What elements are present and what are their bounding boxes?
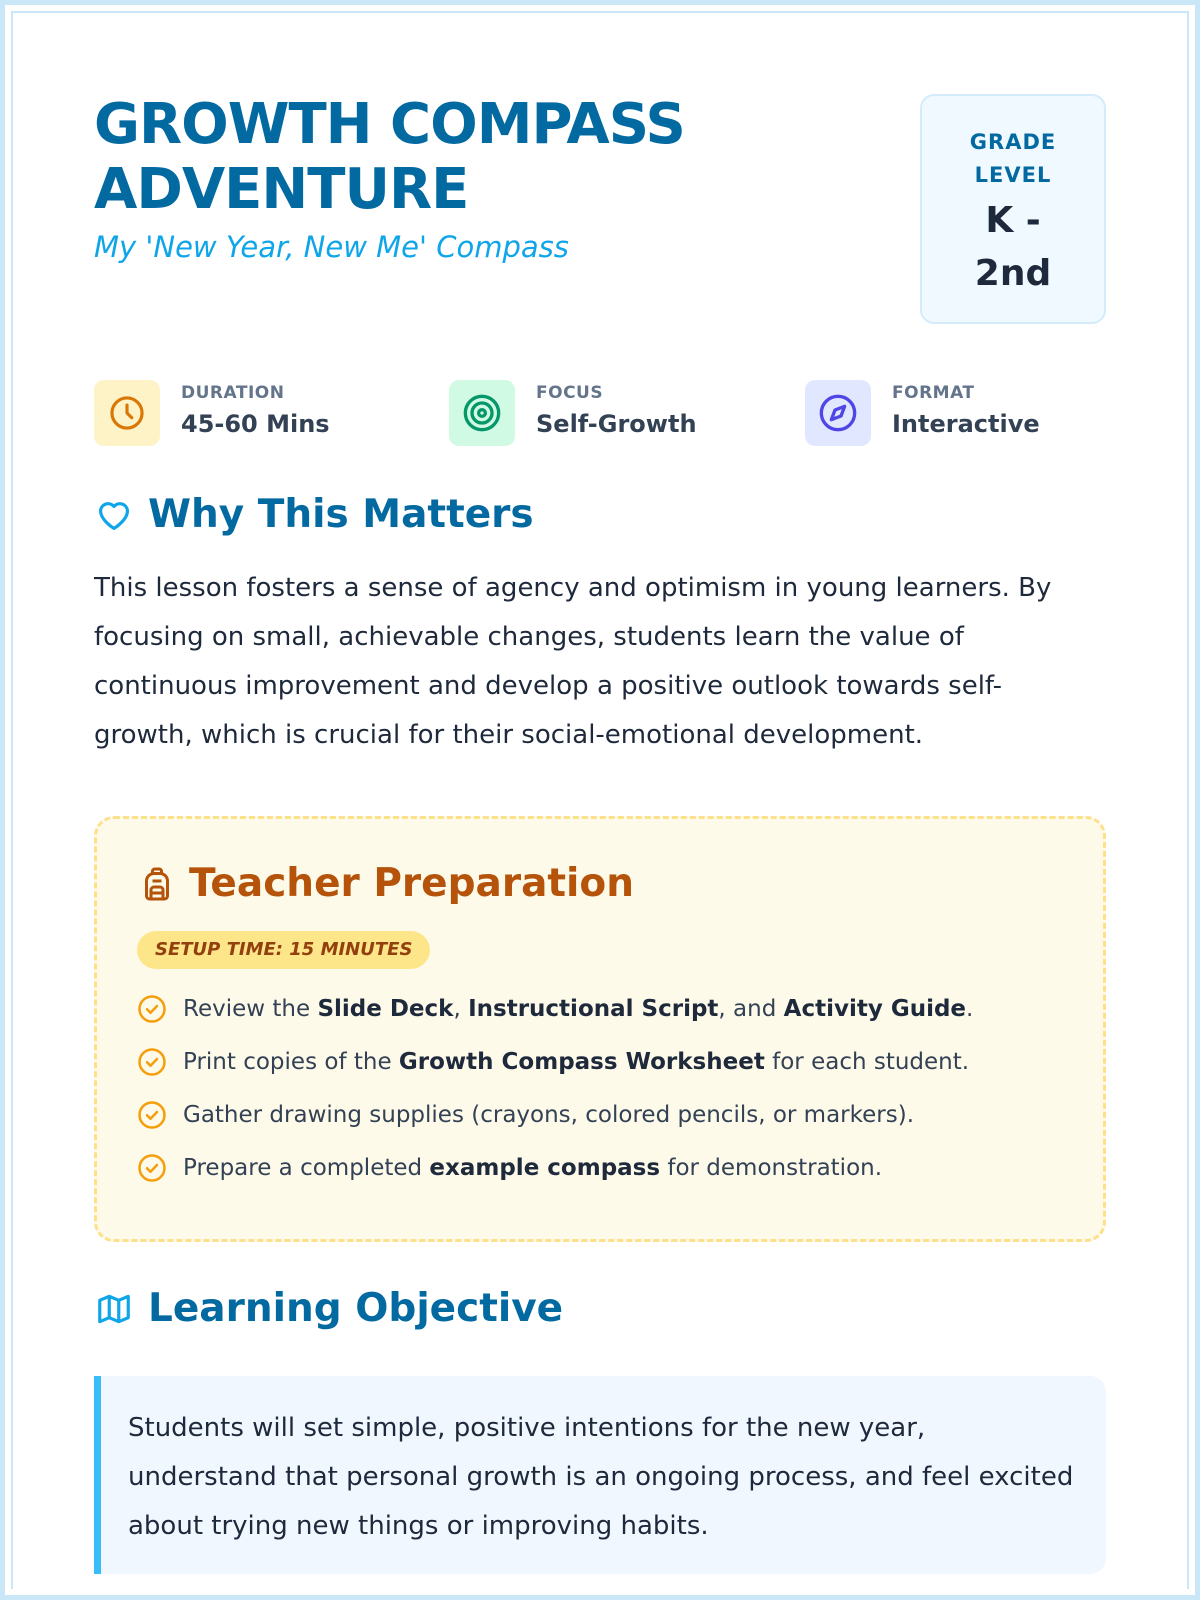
- prep-item-bold: Activity Guide: [783, 996, 967, 1022]
- meta-focus-label: FOCUS: [536, 383, 604, 403]
- prep-item-bold: Growth Compass Worksheet: [398, 1049, 765, 1075]
- grade-level-card: [920, 94, 1106, 324]
- meta-duration-value: 45-60 Mins: [181, 410, 330, 438]
- lesson-title: GROWTH COMPASS ADVENTURE: [94, 92, 685, 222]
- prep-item-text: Prepare a completed: [183, 1155, 430, 1181]
- target-icon: [449, 380, 515, 446]
- heart-icon: [94, 495, 134, 535]
- setup-time-badge: SETUP TIME: 15 MINUTES: [137, 931, 430, 969]
- map-icon: [94, 1289, 134, 1329]
- lesson-meta-row: [94, 380, 1106, 448]
- lesson-header: [94, 92, 1106, 332]
- prep-item: [137, 1150, 973, 1203]
- teacher-preparation-card: [94, 816, 1106, 1242]
- prep-item-text: Print copies of the: [183, 1049, 399, 1075]
- objective-callout: [94, 1376, 1106, 1574]
- prep-item: [137, 1097, 973, 1150]
- lesson-subtitle: My 'New Year, New Me' Compass: [94, 230, 569, 264]
- prep-item-text: Gather drawing supplies (crayons, colored pencils, or markers).: [183, 1102, 915, 1128]
- check-circle-icon: [137, 1047, 167, 1077]
- meta-format-value: Interactive: [892, 410, 1040, 438]
- objective-section-heading: [94, 1286, 563, 1331]
- backpack-icon: [137, 864, 177, 904]
- objective-heading: Learning Objective: [148, 1286, 564, 1331]
- prep-item-text: for demonstration.: [660, 1155, 883, 1181]
- why-heading: Why This Matters: [148, 492, 534, 537]
- grade-level-value: K - 2nd: [974, 200, 1052, 294]
- prep-heading-row: [137, 861, 634, 906]
- clock-icon: [94, 380, 160, 446]
- prep-item: [137, 991, 973, 1044]
- check-circle-icon: [137, 994, 167, 1024]
- check-circle-icon: [137, 1100, 167, 1130]
- why-body-text: This lesson fosters a sense of agency and optimism in young learners. By focusing on small, achievable changes, students learn the value of continuous improvement and develop a positive outlook towards self-growth, which is crucial for their social-emotional development.: [94, 573, 1052, 750]
- check-circle-icon: [137, 1153, 167, 1183]
- prep-checklist: [137, 991, 973, 1203]
- prep-item-text: Review the: [183, 996, 318, 1022]
- prep-item-text: ,: [453, 996, 469, 1022]
- prep-item-text: for each student.: [764, 1049, 970, 1075]
- lesson-page: [94, 92, 1106, 1541]
- meta-focus-value: Self-Growth: [536, 410, 697, 438]
- prep-item-bold: Instructional Script: [468, 996, 719, 1022]
- prep-item-bold: Slide Deck: [317, 996, 454, 1022]
- prep-heading: Teacher Preparation: [189, 861, 634, 906]
- prep-item-bold: example compass: [429, 1155, 661, 1181]
- compass-icon: [805, 380, 871, 446]
- meta-format-label: FORMAT: [892, 383, 975, 403]
- meta-duration-label: DURATION: [181, 383, 285, 403]
- prep-item-text: .: [966, 996, 974, 1022]
- prep-item-text: , and: [718, 996, 784, 1022]
- objective-body-text: Students will set simple, positive intentions for the new year, understand that personal growth is an ongoing process, and feel excited about trying new things or improving habits.: [128, 1413, 1074, 1541]
- why-section-heading: [94, 492, 534, 537]
- prep-item: [137, 1044, 973, 1097]
- grade-level-label: GRADE LEVEL: [969, 130, 1057, 187]
